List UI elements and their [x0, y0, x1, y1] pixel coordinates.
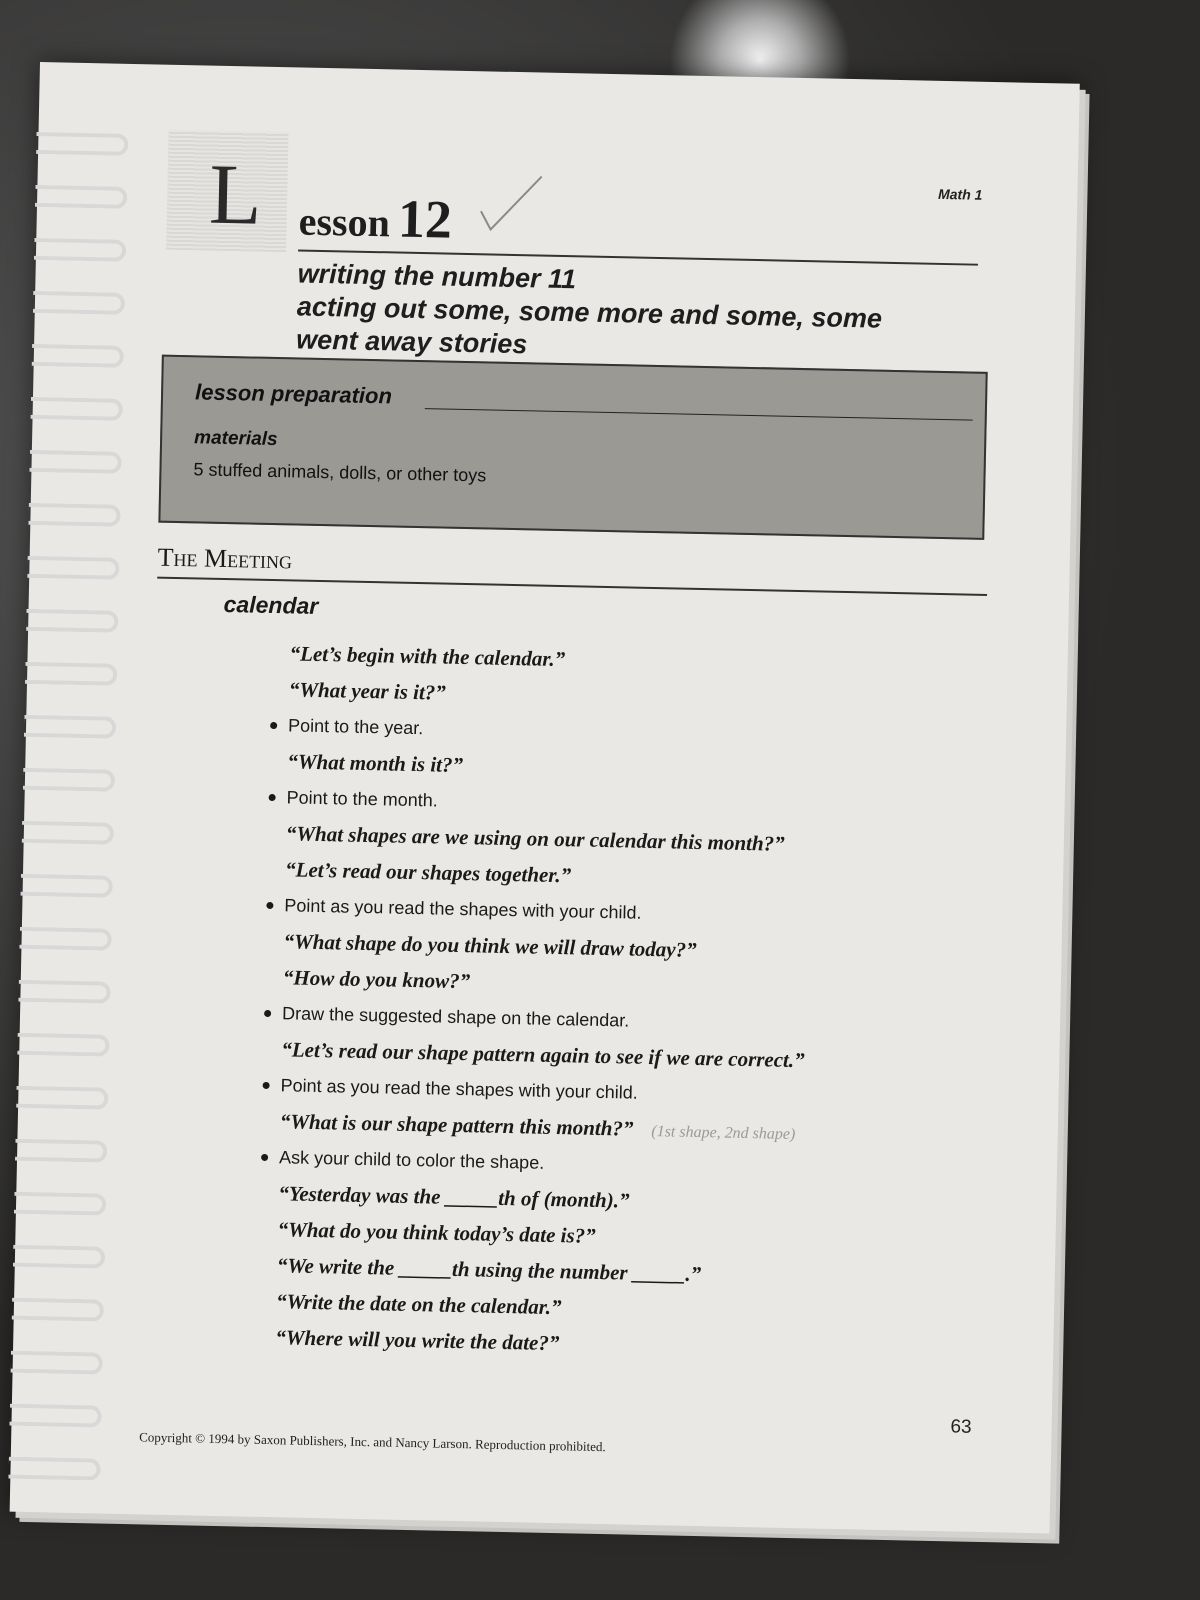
line-text: “How do you know?” [282, 965, 471, 994]
line-text: “Let’s read our shapes together.” [284, 857, 572, 888]
line-text: “Yesterday was the _____th of (month).” [278, 1181, 630, 1213]
line-text: “Let’s read our shape pattern again to see if we are correct.” [281, 1037, 805, 1073]
spiral-coil [34, 238, 126, 262]
spiral-coil [28, 503, 120, 527]
spiral-coil [17, 1033, 109, 1057]
subtitle-line: went away stories [295, 324, 528, 360]
running-head: Math 1 [937, 185, 983, 203]
line-text: “Where will you write the date?” [275, 1325, 560, 1356]
spiral-coil [8, 1457, 100, 1481]
spiral-coil [27, 556, 119, 580]
spiral-coil [26, 609, 118, 633]
materials-label: materials [193, 427, 278, 451]
calendar-subheading: calendar [223, 590, 319, 619]
bullet-icon [270, 722, 277, 729]
line-text: “What is our shape pattern this month?” [279, 1109, 634, 1141]
line-note: (1st shape, 2nd shape) [651, 1123, 796, 1144]
spiral-coil [12, 1298, 104, 1322]
workbook-page [10, 62, 1080, 1533]
lesson-subtitle [296, 257, 978, 370]
page-number: 63 [950, 1416, 972, 1438]
bullet-icon [263, 1082, 270, 1089]
line-text: “Write the date on the calendar.” [275, 1289, 562, 1320]
spiral-coil [32, 344, 124, 368]
line-text: Point as you read the shapes with your child. [284, 895, 642, 923]
materials-item: 5 stuffed animals, dolls, or other toys [193, 459, 487, 486]
line-text: “What year is it?” [288, 677, 447, 705]
check-mark-icon [476, 171, 547, 242]
line-text: Ask your child to color the shape. [278, 1147, 545, 1173]
lesson-title-word: esson [298, 198, 391, 246]
spiral-coil [15, 1139, 107, 1163]
section-title: The Meeting [157, 542, 293, 575]
spiral-binding [7, 132, 126, 1534]
calendar-script [253, 635, 968, 1370]
line-text: “What month is it?” [287, 749, 464, 778]
spiral-coil [33, 291, 125, 315]
lesson-title [298, 185, 452, 250]
spiral-coil [13, 1245, 105, 1269]
bullet-icon [264, 1010, 271, 1017]
lesson-initial: L [208, 145, 263, 243]
copyright-notice: Copyright © 1994 by Saxon Publishers, Inc. and Nancy Larson. Reproduction prohibited. [139, 1429, 606, 1455]
line-text: “What do you think today’s date is?” [277, 1217, 596, 1248]
bullet-icon [261, 1154, 268, 1161]
spiral-coil [29, 450, 121, 474]
line-text: Point as you read the shapes with your child. [280, 1075, 638, 1103]
spiral-coil [21, 874, 113, 898]
spiral-coil [23, 768, 115, 792]
line-text: Point to the year. [287, 715, 424, 739]
spiral-coil [24, 715, 116, 739]
bullet-icon [269, 794, 276, 801]
spiral-coil [19, 927, 111, 951]
line-text: “We write the _____th using the number _____.” [276, 1253, 702, 1287]
bullet-icon [266, 902, 273, 909]
spiral-coil [14, 1192, 106, 1216]
lesson-number: 12 [397, 188, 453, 250]
line-text: “What shape do you think we will draw today?” [283, 929, 697, 962]
line-text: Draw the suggested shape on the calendar. [281, 1003, 630, 1031]
preparation-rule [425, 408, 973, 420]
spiral-coil [36, 132, 128, 156]
lesson-preparation-box [158, 355, 987, 540]
line-text: “What shapes are we using on our calendar this month?” [285, 821, 785, 856]
spiral-coil [18, 980, 110, 1004]
spiral-coil [22, 821, 114, 845]
spiral-coil [11, 1351, 103, 1375]
spiral-coil [25, 662, 117, 686]
spiral-coil [16, 1086, 108, 1110]
preparation-title: lesson preparation [194, 379, 393, 409]
line-text: Point to the month. [286, 787, 438, 811]
spiral-coil [9, 1404, 101, 1428]
line-text: “Let’s begin with the calendar.” [289, 641, 566, 672]
spiral-coil [35, 185, 127, 209]
subtitle-line: acting out some, some more and some, some [296, 291, 883, 334]
spiral-coil [31, 397, 123, 421]
subtitle-line: writing the number 11 [297, 258, 577, 295]
